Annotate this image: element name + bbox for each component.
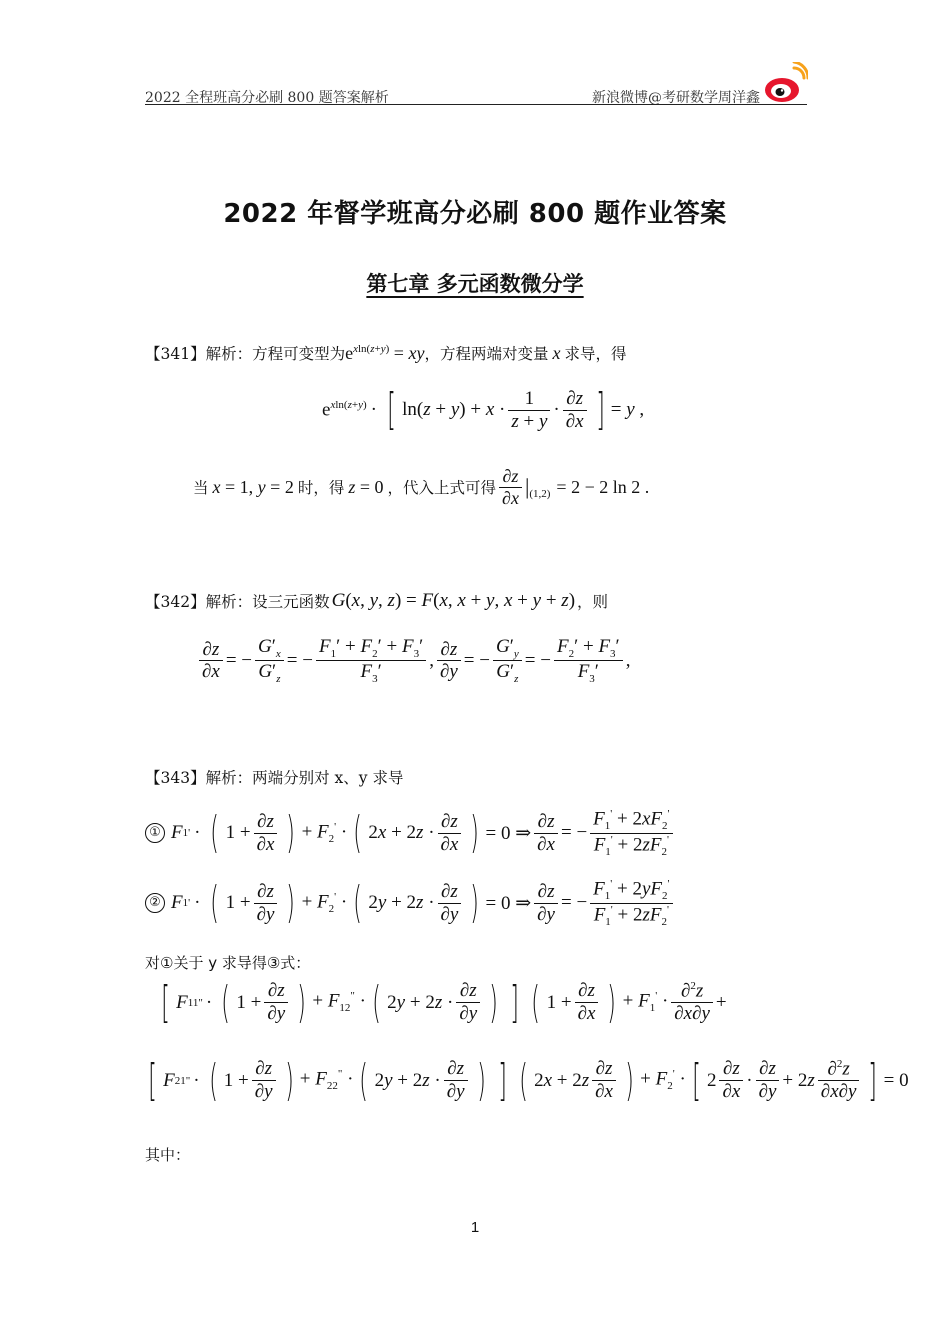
problem-341-intro: 【341】 解析：方程可变型为 $e^{xln(z+y)}$ = xy ，方程两端对变量 x 求导，得	[145, 342, 627, 363]
equation-342-partials: $\frac{\partial z}{\partial x}$ = − $\frac{G'_x}{G'_z}$ = − $\frac{F_1' + F_2' + F_3'}{F_3'}$ , $\frac{\partial z}{\partial y}$ = − $\frac{G'_y}{G'_z}$ = − $\frac{F_2' + F_3'}{F_3'}$ ,	[196, 636, 630, 686]
equation-343-step3-line2: [ F 21 " · ( 1 + $\frac{\partial z}{\partial y}$ ) + $F_{22}^"$ · ( 2y + 2z · $\frac{\partial z}{\partial y}$ ) ] ( 2x + 2z $\frac{\partial z}{\partial x}$ ) + $F_2'$ · [ 2 $\frac{\partial z}{\partial x}$ · $\frac{\partial z}{\partial y}$ + 2z $\frac{\partial^2z}{\partial x\partial y}$ ] = 0	[148, 1054, 909, 1106]
problem-341-cond-prefix: 当	[193, 479, 209, 498]
circled-two: ②	[145, 893, 165, 913]
equation-343-step3-line1: [ F 11 " · ( 1 + $\frac{\partial z}{\partial y}$ ) + $F_{12}^"$ · ( 2y + 2z · $\frac{\partial z}{\partial y}$ ) ] ( 1 + $\frac{\partial z}{\partial x}$ ) + $F_1'$ · $\frac{\partial^2z}{\partial x\partial y}$ +	[161, 976, 727, 1028]
page-number: 1	[470, 1219, 480, 1236]
problem-343-step3-text: 对①关于 y 求导得③式：	[145, 954, 311, 972]
problem-341-lead: 解析：方程可变型为	[205, 345, 346, 363]
problem-342-lead: 解析：设三元函数	[205, 593, 330, 611]
problem-341-tail: 求导，得	[564, 345, 627, 363]
problem-341-result: 当 x = 1, y = 2 时，得 z = 0 ，代入上式可得 $\frac{\partial z}{\partial x}$ | $_{(1,2)}$ = 2 − 2 ln 2 .	[193, 466, 650, 508]
problem-341-tag: 【341】	[145, 345, 206, 363]
problem-341-mid: ，方程两端对变量	[424, 345, 549, 363]
circled-one: ①	[145, 823, 165, 843]
equation-341-derivative: $e^{xln(z+y)}$ · [ ln(z + y) + x · $\frac{1}{z + y}$ · $\frac{\partial z}{\partial x}$ ] = y ,	[322, 384, 645, 436]
page-title: 2022 年督学班高分必刷 800 题作业答案	[223, 199, 727, 229]
problem-343-where: 其中：	[145, 1146, 191, 1164]
problem-343-intro	[145, 766, 403, 788]
header-rule	[145, 104, 807, 105]
problem-342-intro: 【342】 解析：设三元函数 G(x, y, z) = F(x, x + y, x + y + z) ，则	[145, 590, 609, 611]
problem-341-cond-tail: ，代入上式可得	[387, 479, 497, 498]
equation-343-step2: ② F 1 ' · ( 1 + $\frac{\partial z}{\partial y}$ ) + $F_2'$ · ( 2y + 2z · $\frac{\partial z}{\partial y}$ ) = 0 ⇒ $\frac{\partial z}{\partial y}$ = − $\frac{F_1' + 2yF_2'}{F_1' + 2zF_2'}$	[145, 878, 676, 929]
header-left-text: 2022 全程班高分必刷 800 题答案解析	[145, 90, 389, 106]
problem-342-tail: ，则	[577, 593, 609, 611]
problem-342-tag: 【342】	[145, 593, 206, 611]
problem-341-cond-mid: 时，得	[297, 479, 345, 498]
equation-343-step1: ① F 1 ' · ( 1 + $\frac{\partial z}{\partial x}$ ) + $F_2'$ · ( 2x + 2z · $\frac{\partial z}{\partial x}$ ) = 0 ⇒ $\frac{\partial z}{\partial x}$ = − $\frac{F_1' + 2xF_2'}{F_1' + 2zF_2'}$	[145, 808, 676, 859]
problem-343-lead: 解析：两端分别对 x、y 求导	[205, 769, 404, 787]
chapter-title: 第七章 多元函数微分学	[366, 272, 584, 296]
problem-343-tag: 【343】	[145, 769, 206, 787]
weibo-logo-icon	[764, 62, 808, 104]
header-right-text: 新浪微博@考研数学周洋鑫	[592, 90, 760, 106]
